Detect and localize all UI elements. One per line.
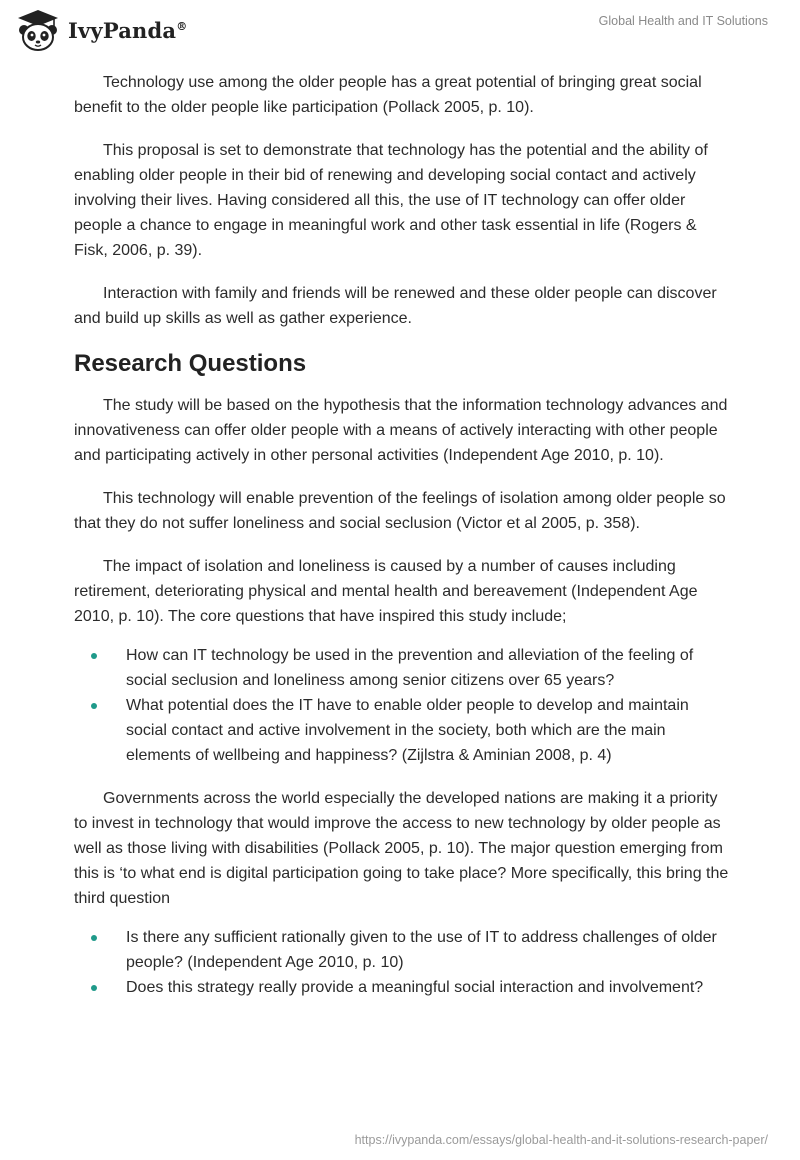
page-header xyxy=(0,0,800,60)
brand-name: IvyPanda® xyxy=(68,17,188,43)
source-url[interactable]: https://ivypanda.com/essays/global-health-and-it-solutions-research-paper/ xyxy=(354,1133,768,1147)
list-item: Does this strategy really provide a meaningful social interaction and involvement? xyxy=(126,975,734,1000)
bullet-icon xyxy=(91,703,97,709)
question-list xyxy=(74,643,734,768)
paragraph: This proposal is set to demonstrate that technology has the potential and the ability of enabling older people in their bid of renewing and developing social contact and actively involving their lives. Having considered all this, the use of IT technology can offer older people a chance to engage in meaningful work and other task essential in life (Rogers & Fisk, 2006, p. 39). xyxy=(74,142,708,259)
paragraph: Governments across the world especially the developed nations are making it a priority to invest in technology that would improve the access to new technology by older people as well as those living with disabilities (Pollack 2005, p. 10). The major question emerging from this is ‘to what end is digital participation going to take place? More specifically, this bring the third question xyxy=(74,790,729,907)
article-body xyxy=(74,70,734,1018)
bullet-icon xyxy=(91,935,97,941)
bullet-icon xyxy=(91,653,97,659)
bullet-icon xyxy=(91,985,97,991)
list-item: Is there any sufficient rationally given to the use of IT to address challenges of older people? (Independent Age 2010, p. 10) xyxy=(126,925,734,975)
paragraph: The impact of isolation and loneliness is caused by a number of causes including retirement, deteriorating physical and mental health and bereavement (Independent Age 2010, p. 10). The core questions that have inspired this study include; xyxy=(74,558,698,625)
question-list xyxy=(74,925,734,1000)
paragraph: Interaction with family and friends will be renewed and these older people can discover and build up skills as well as gather experience. xyxy=(74,285,717,327)
list-item: How can IT technology be used in the prevention and alleviation of the feeling of social seclusion and loneliness among senior citizens over 65 years? xyxy=(126,643,734,693)
section-heading: Research Questions xyxy=(74,350,307,377)
list-item: What potential does the IT have to enable older people to develop and maintain social contact and active involvement in the society, both which are the main elements of wellbeing and happiness? (Zijlstra & Aminian 2008, p. 4) xyxy=(126,693,734,768)
document-title: Global Health and IT Solutions xyxy=(598,14,768,28)
ivypanda-logo[interactable] xyxy=(14,8,187,52)
panda-graduate-icon xyxy=(14,8,62,52)
paragraph: This technology will enable prevention of the feelings of isolation among older people so that they do not suffer loneliness and social seclusion (Victor et al 2005, p. 358). xyxy=(74,490,726,532)
paragraph: The study will be based on the hypothesis that the information technology advances and innovativeness can offer older people with a means of actively interacting with other people and participating actively in other personal activities (Independent Age 2010, p. 10). xyxy=(74,397,728,464)
paragraph: Technology use among the older people has a great potential of bringing great social benefit to the older people like participation (Pollack 2005, p. 10). xyxy=(74,74,702,116)
